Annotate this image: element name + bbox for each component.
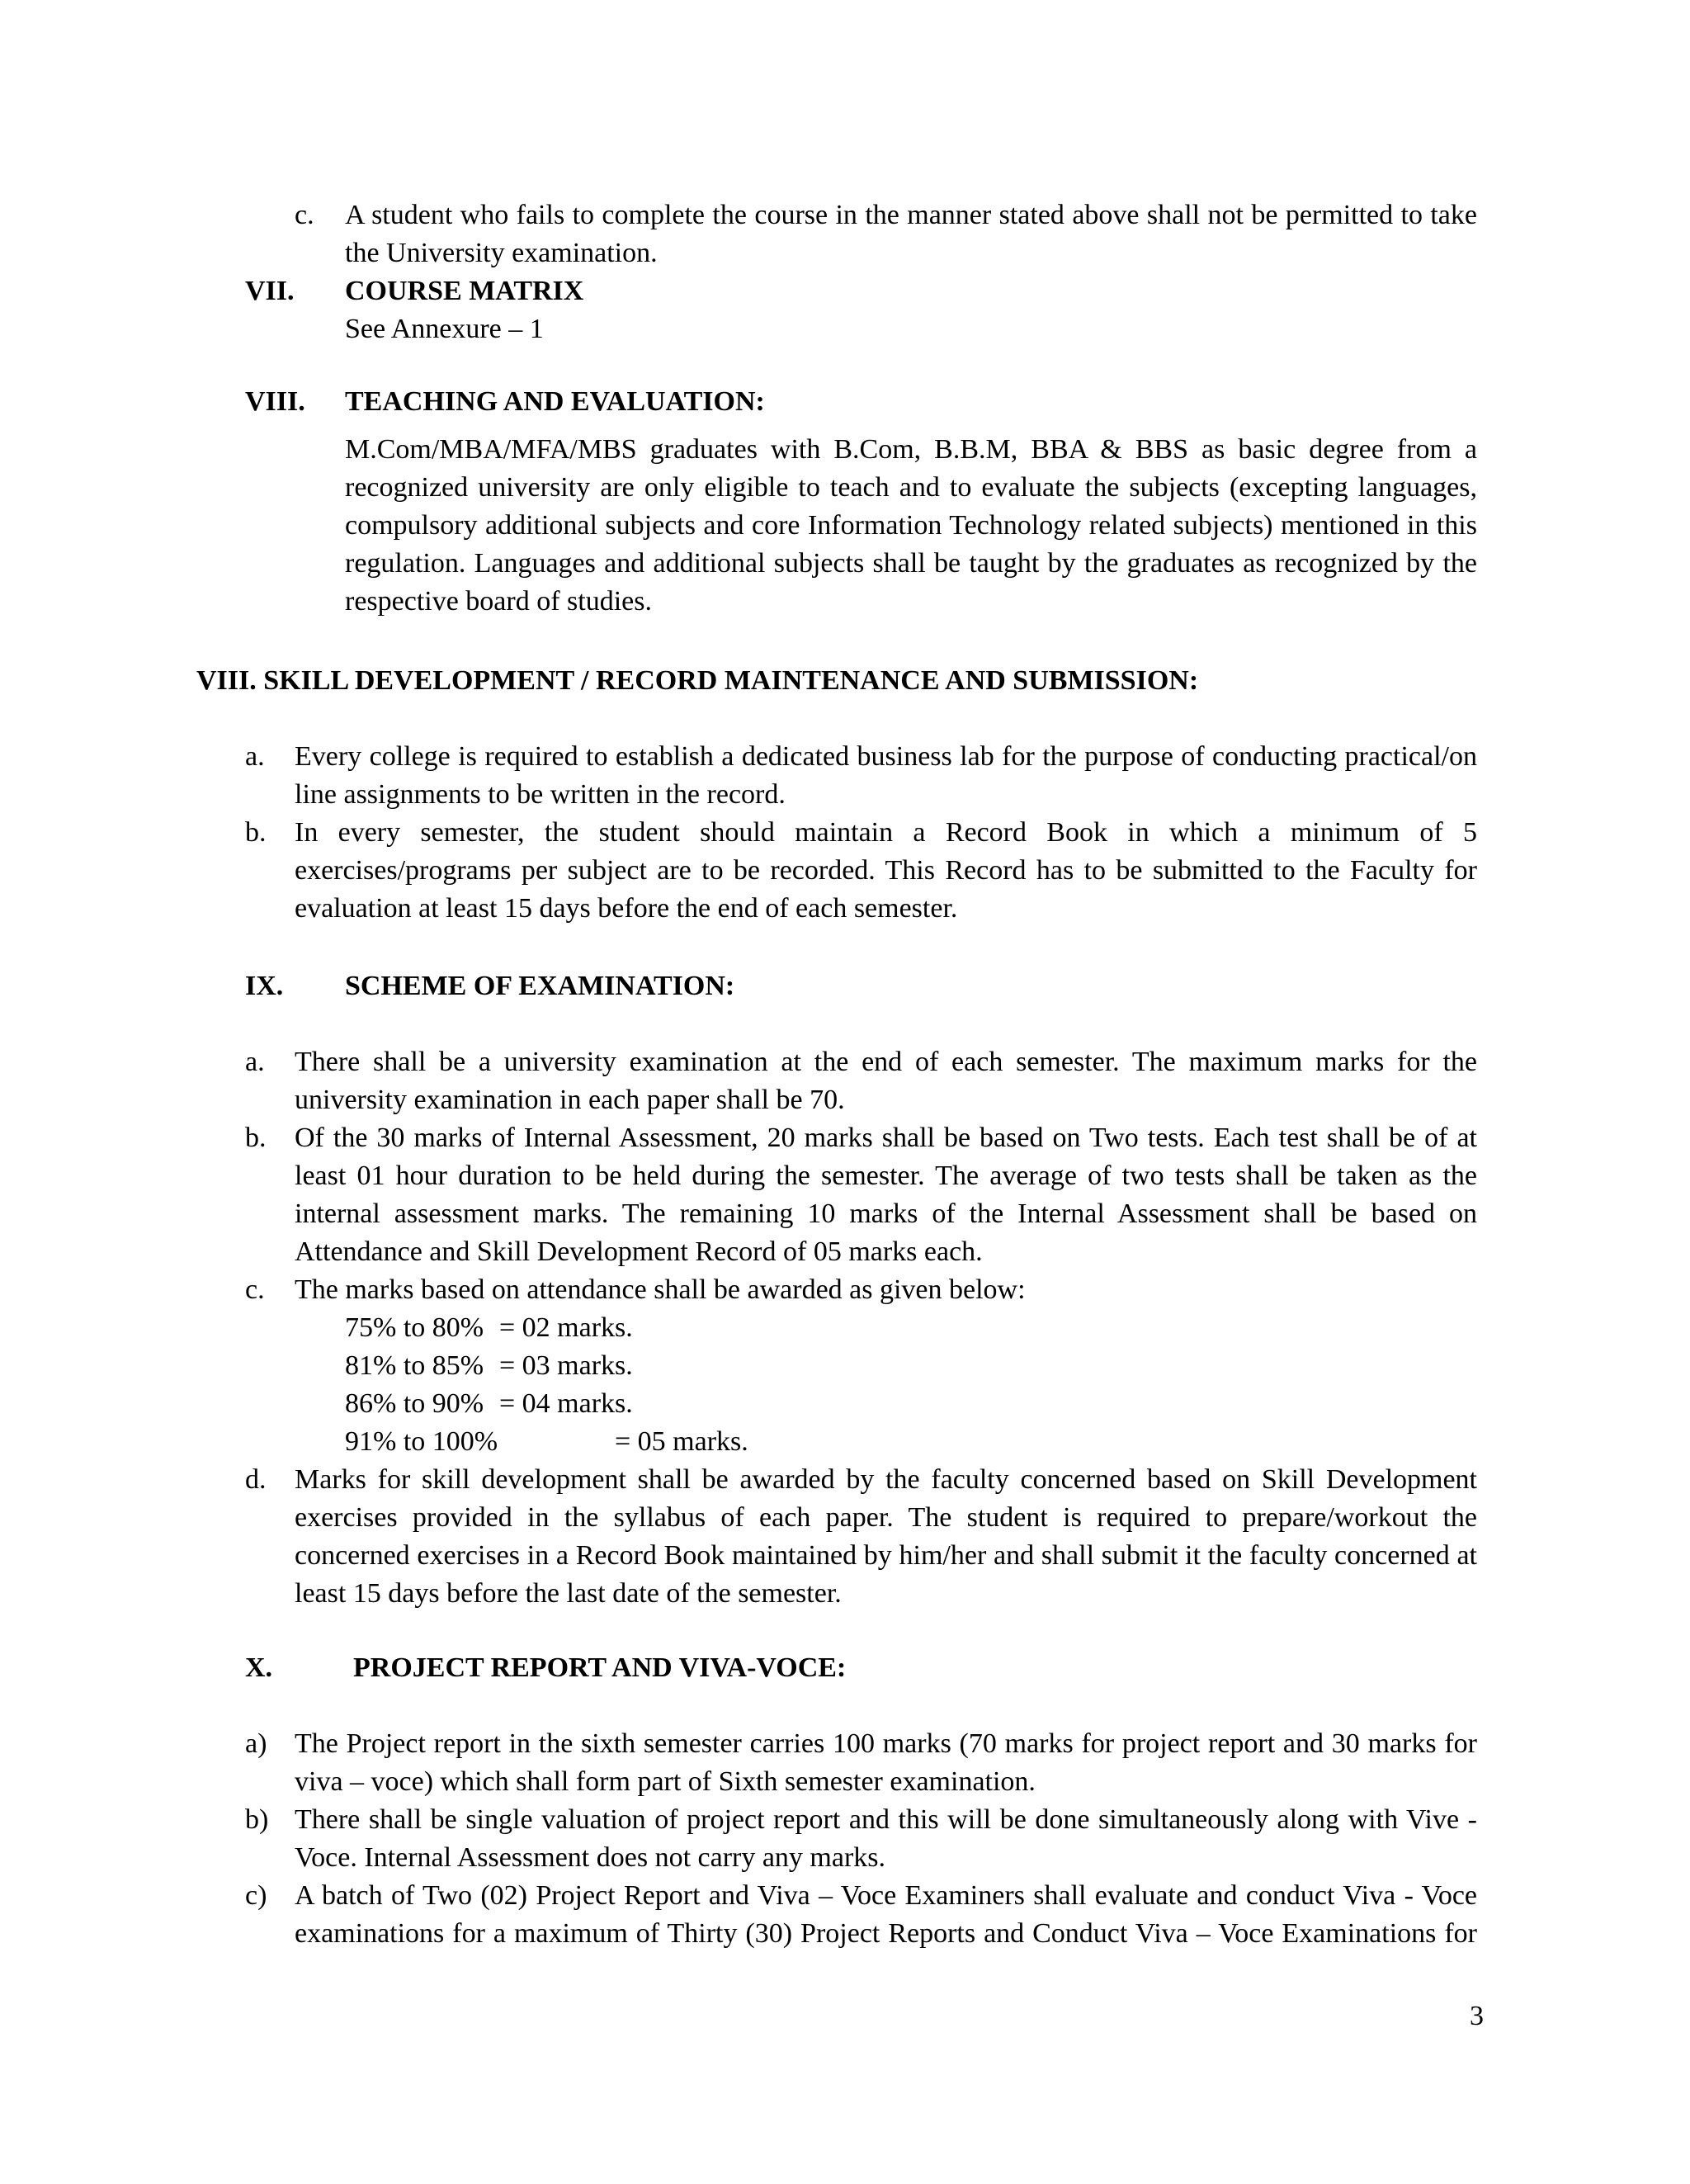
attendance-range: 81% to 85% <box>345 1350 484 1381</box>
attendance-range: 86% to 90% <box>345 1388 484 1419</box>
section-heading: SCHEME OF EXAMINATION: <box>345 971 735 1001</box>
item-marker: d. <box>245 1464 267 1495</box>
section-text: See Annexure – 1 <box>345 314 544 344</box>
section-numeral: VIII. <box>245 386 305 417</box>
section-numeral: X. <box>245 1652 273 1683</box>
attendance-marks: = 05 marks. <box>615 1426 748 1457</box>
item-text: In every semester, the student should maintain a Record Book in which a minimum of 5 exercises/programs per subject are to be recorded. This Record has to be submitted to the Faculty for evaluation at least 15 days before the end of each semester. <box>295 817 1477 924</box>
item-text: There shall be single valuation of project report and this will be done simultaneously along with Vive - Voce. Internal Assessment does not carry any marks. <box>295 1804 1477 1873</box>
item-text: Marks for skill development shall be awarded by the faculty concerned based on Skill Development exercises provided in the syllabus of each paper. The student is required to prepare/workout the concerned exercises in a Record Book maintained by him/her and shall submit it the faculty concerned at least 15 days before the last date of the semester. <box>295 1464 1477 1609</box>
item-marker: b. <box>245 817 267 848</box>
attendance-marks: = 02 marks. <box>499 1312 633 1343</box>
item-marker: c) <box>245 1880 267 1911</box>
section-paragraph: M.Com/MBA/MFA/MBS graduates with B.Com, B.B.M, BBA & BBS as basic degree from a recognized university are only eligible to teach and to evaluate the subjects (excepting languages, compulsory additional subjects and core Information Technology related subjects) mentioned in this regulation. Languages and additional subjects shall be taught by the graduates as recognized by the respective board of studies. <box>345 434 1477 617</box>
section-numeral: VII. <box>245 276 295 306</box>
attendance-range: 91% to 100% <box>345 1426 498 1457</box>
page-number: 3 <box>1470 2001 1484 2031</box>
section-heading: TEACHING AND EVALUATION: <box>345 386 765 417</box>
attendance-marks: = 03 marks. <box>499 1350 633 1381</box>
item-text: A batch of Two (02) Project Report and Viva – Voce Examiners shall evaluate and conduct Viva - Voce examinations for a maximum of Thirty (30) Project Reports and Conduct Viva – Voce Examinations for <box>295 1880 1477 1949</box>
section-heading: PROJECT REPORT AND VIVA-VOCE: <box>353 1652 847 1683</box>
section-heading: COURSE MATRIX <box>345 276 584 306</box>
attendance-marks: = 04 marks. <box>499 1388 633 1419</box>
item-text: The Project report in the sixth semester carries 100 marks (70 marks for project report and 30 marks for viva – voce) which shall form part of Sixth semester examination. <box>295 1728 1477 1797</box>
item-text: Every college is required to establish a dedicated business lab for the purpose of conducting practical/on line assignments to be written in the record. <box>295 741 1477 810</box>
item-marker: a) <box>245 1728 267 1759</box>
item-text: The marks based on attendance shall be awarded as given below: <box>295 1274 1026 1305</box>
item-marker: c. <box>295 200 314 230</box>
section-numeral: IX. <box>245 971 284 1001</box>
attendance-range: 75% to 80% <box>345 1312 484 1343</box>
item-marker: a. <box>245 1047 265 1077</box>
item-marker: a. <box>245 741 265 772</box>
item-marker: b. <box>245 1123 267 1153</box>
item-text: Of the 30 marks of Internal Assessment, 20 marks shall be based on Two tests. Each test shall be of at least 01 hour duration to be held during the semester. The average of two tests shall be taken as the internal assessment marks. The remaining 10 marks of the Internal Assessment shall be based on Attendance and Skill Development Record of 05 marks each. <box>295 1123 1477 1267</box>
item-text: A student who fails to complete the course in the manner stated above shall not be permitted to take the University examination. <box>345 200 1477 268</box>
item-marker: b) <box>245 1804 269 1835</box>
item-marker: c. <box>245 1274 265 1305</box>
section-heading: VIII. SKILL DEVELOPMENT / RECORD MAINTENANCE AND SUBMISSION: <box>196 665 1199 696</box>
item-text: There shall be a university examination at the end of each semester. The maximum marks for the university examination in each paper shall be 70. <box>295 1047 1477 1115</box>
